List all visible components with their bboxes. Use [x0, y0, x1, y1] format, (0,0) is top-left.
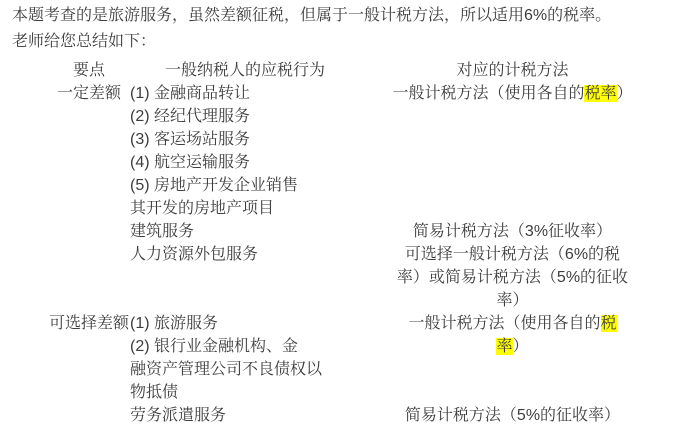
behavior-line: 其开发的房地产项目 — [130, 200, 275, 217]
behavior-line: (3) 客运场站服务 — [130, 131, 251, 148]
point-cell: 一定差额 — [56, 85, 121, 102]
highlight: 税率 — [584, 85, 617, 102]
method-line — [360, 220, 665, 243]
method-text: 率） — [496, 292, 529, 309]
point-cell — [48, 243, 130, 312]
table-row — [48, 243, 700, 312]
method-text: 率）或简易计税方法（5%的征收 — [396, 269, 629, 286]
behavior-cell — [130, 312, 360, 404]
intro-line-1: 本题考查的是旅游服务，虽然差额征税，但属于一般计税方法，所以适用6%的税率。 — [12, 7, 612, 24]
method-text: ） — [616, 85, 633, 102]
behavior-cell — [130, 82, 360, 220]
method-text: ） — [512, 338, 529, 355]
col-header-behavior: 一般纳税人的应税行为 — [164, 62, 325, 79]
behavior-line: (5) 房地产开发企业销售 — [130, 177, 299, 194]
method-text: 一般计税方法（使用各自的 — [408, 315, 601, 332]
point-cell — [48, 404, 130, 427]
behavior-cell — [130, 220, 360, 243]
behavior-line: 物抵债 — [130, 384, 179, 401]
table-row — [48, 404, 700, 427]
behavior-line: 建筑服务 — [130, 223, 195, 240]
table-row — [48, 82, 700, 220]
method-line — [360, 82, 665, 105]
highlight: 率 — [496, 338, 513, 355]
method-cell — [360, 312, 665, 404]
behavior-line: (2) 经纪代理服务 — [130, 108, 251, 125]
method-text: 一般计税方法（使用各自的 — [392, 85, 585, 102]
method-line — [360, 404, 665, 427]
table-header-row — [48, 59, 700, 82]
behavior-line: (1) 旅游服务 — [130, 315, 219, 332]
highlight: 税 — [600, 315, 617, 332]
behavior-line: (2) 银行业金融机构、金 — [130, 338, 299, 355]
col-header-method: 对应的计税方法 — [456, 62, 569, 79]
table-body — [48, 82, 700, 427]
table-row — [48, 220, 700, 243]
table-row — [48, 312, 700, 404]
behavior-line: 劳务派遣服务 — [130, 407, 227, 424]
intro-paragraph — [0, 0, 700, 55]
behavior-line: (4) 航空运输服务 — [130, 154, 251, 171]
method-cell — [360, 243, 665, 312]
behavior-line: 人力资源外包服务 — [130, 246, 259, 263]
method-cell — [360, 404, 665, 427]
method-line — [360, 266, 665, 289]
method-text: 可选择一般计税方法（6%的税 — [404, 246, 621, 263]
method-cell — [360, 82, 665, 220]
point-cell — [48, 220, 130, 243]
method-line — [360, 289, 665, 312]
method-line — [360, 335, 665, 358]
col-header-point: 要点 — [72, 62, 105, 79]
method-line — [360, 243, 665, 266]
behavior-cell — [130, 404, 360, 427]
tax-method-table — [48, 59, 700, 427]
point-cell: 可选择差额 — [48, 315, 129, 332]
behavior-line: 融资产管理公司不良债权以 — [130, 361, 323, 378]
method-line — [360, 312, 665, 335]
method-text: 简易计税方法（5%的征收率） — [404, 407, 621, 424]
method-cell — [360, 220, 665, 243]
method-text: 简易计税方法（3%征收率） — [412, 223, 613, 240]
behavior-cell — [130, 243, 360, 312]
behavior-line: (1) 金融商品转让 — [130, 85, 251, 102]
intro-line-2: 老师给您总结如下： — [12, 33, 157, 50]
